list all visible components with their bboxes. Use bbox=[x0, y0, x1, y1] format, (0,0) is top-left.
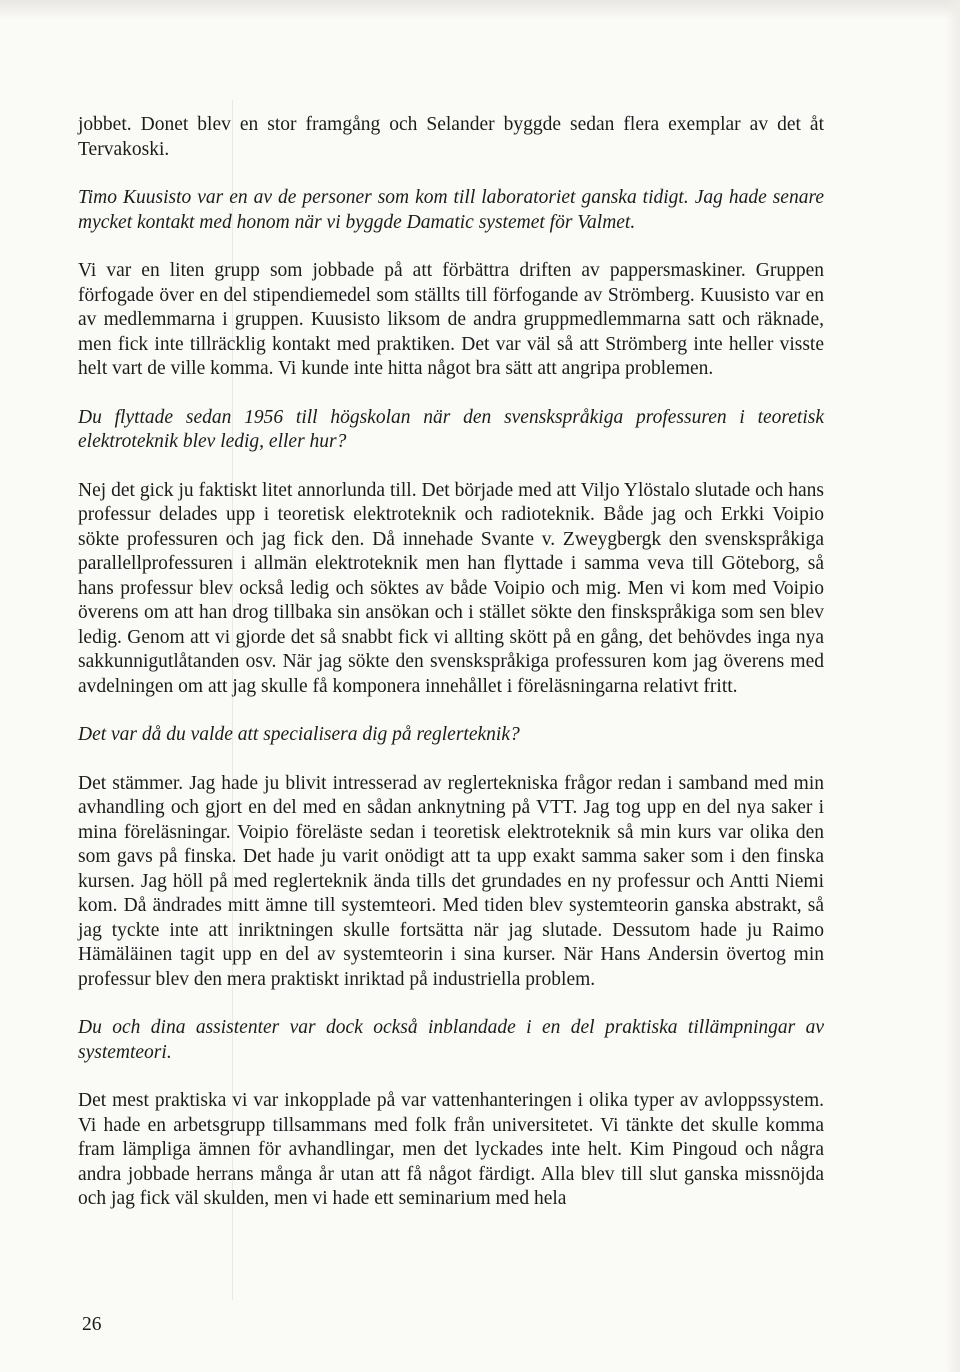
answer-paragraph: jobbet. Donet blev en stor framgång och Selander byggde sedan flera exemplar av det åt Tervakoski. bbox=[78, 114, 824, 160]
scan-edge-right bbox=[946, 0, 960, 1372]
answer-paragraph: Nej det gick ju faktiskt litet annorlunda till. Det började med att Viljo Ylöstalo slutade och hans professur delades upp i teoretisk elektroteknik och radioteknik. Både jag och Erkki Voipio sökte professuren och jag fick den. Då innehade Svante v. Zweygbergk den svenskspråkiga parallellprofessuren i allmän elektroteknik men han flyttade i samma veva till Göteborg, så hans professur blev också ledig och söktes av både Voipio och mig. Men vi kom med Voipio överens om att han drog tillbaka sin ansökan och i stället sökte den finskspråkiga som sen blev ledig. Genom att vi gjorde det så snabbt fick vi allting skött på en gång, det behövdes inga nya sakkunnigutlåtanden osv. När jag sökte den svenskspråkiga professuren kom jag överens med avdelningen om att jag skulle få komponera innehållet i föreläsningarna relativt fritt. bbox=[78, 479, 824, 697]
question-paragraph: Du och dina assistenter var dock också inblandade i en del praktiska tillämpningar av systemteori. bbox=[78, 1017, 824, 1063]
question-paragraph: Det var då du valde att specialisera dig på reglerteknik? bbox=[78, 724, 520, 745]
question-paragraph: Timo Kuusisto var en av de personer som kom till laboratoriet ganska tidigt. Jag hade senare mycket kontakt med honom när vi byggde Damatic systemet för Valmet. bbox=[78, 187, 824, 233]
page-body bbox=[78, 113, 824, 1212]
answer-paragraph: Det mest praktiska vi var inkopplade på var vattenhanteringen i olika typer av avloppssystem. Vi hade en arbetsgrupp tillsammans med folk från universitetet. Vi tänkte det skulle komma fram lämpliga ämnen för avhandlingar, men det lyckades inte helt. Kim Pingoud och några andra jobbade herrans många år utan att få något färdigt. Alla blev till slut ganska missnöjda och jag fick väl skulden, men vi hade ett seminarium med hela bbox=[78, 1090, 824, 1209]
question-paragraph: Du flyttade sedan 1956 till högskolan när den svenskspråkiga professuren i teoretisk elektroteknik blev ledig, eller hur? bbox=[78, 406, 824, 452]
scan-edge-top bbox=[0, 0, 960, 20]
page-number: 26 bbox=[82, 1314, 102, 1335]
answer-paragraph: Det stämmer. Jag hade ju blivit intresserad av reglertekniska frågor redan i samband med min avhandling och gjort en del med en sådan anknytning på VTT. Jag tog upp en del nya saker i mina föreläsningar. Voipio föreläste sedan i teoretisk elektroteknik så min kurs var olika den som gavs på finska. Det hade ju varit onödigt att ta upp exakt samma saker som i den finska kursen. Jag höll på med reglerteknik ända tills det grundades en ny professur och Antti Niemi kom. Då ändrades mitt ämne till systemteori. Med tiden blev systemteorin ganska abstrakt, så jag tyckte inte att inriktningen skulle fortsätta när jag slutade. Dessutom hade ju Raimo Hämäläinen tagit upp en del av systemteorin i sina kurser. När Hans Andersin övertog min professur blev den mera praktiskt inriktad på industriella problem. bbox=[78, 772, 824, 990]
answer-paragraph: Vi var en liten grupp som jobbade på att förbättra driften av pappersmaskiner. Gruppen förfogade över en del stipendiemedel som ställts till förfogande av Strömberg. Kuusisto var en av medlemmarna i gruppen. Kuusisto liksom de andra gruppmedlemmarna satt och räknade, men fick inte tillräcklig kontakt med praktiken. Det var väl så att Strömberg inte heller visste helt vart de ville komma. Vi kunde inte hitta något bra sätt att angripa problemen. bbox=[78, 260, 824, 379]
